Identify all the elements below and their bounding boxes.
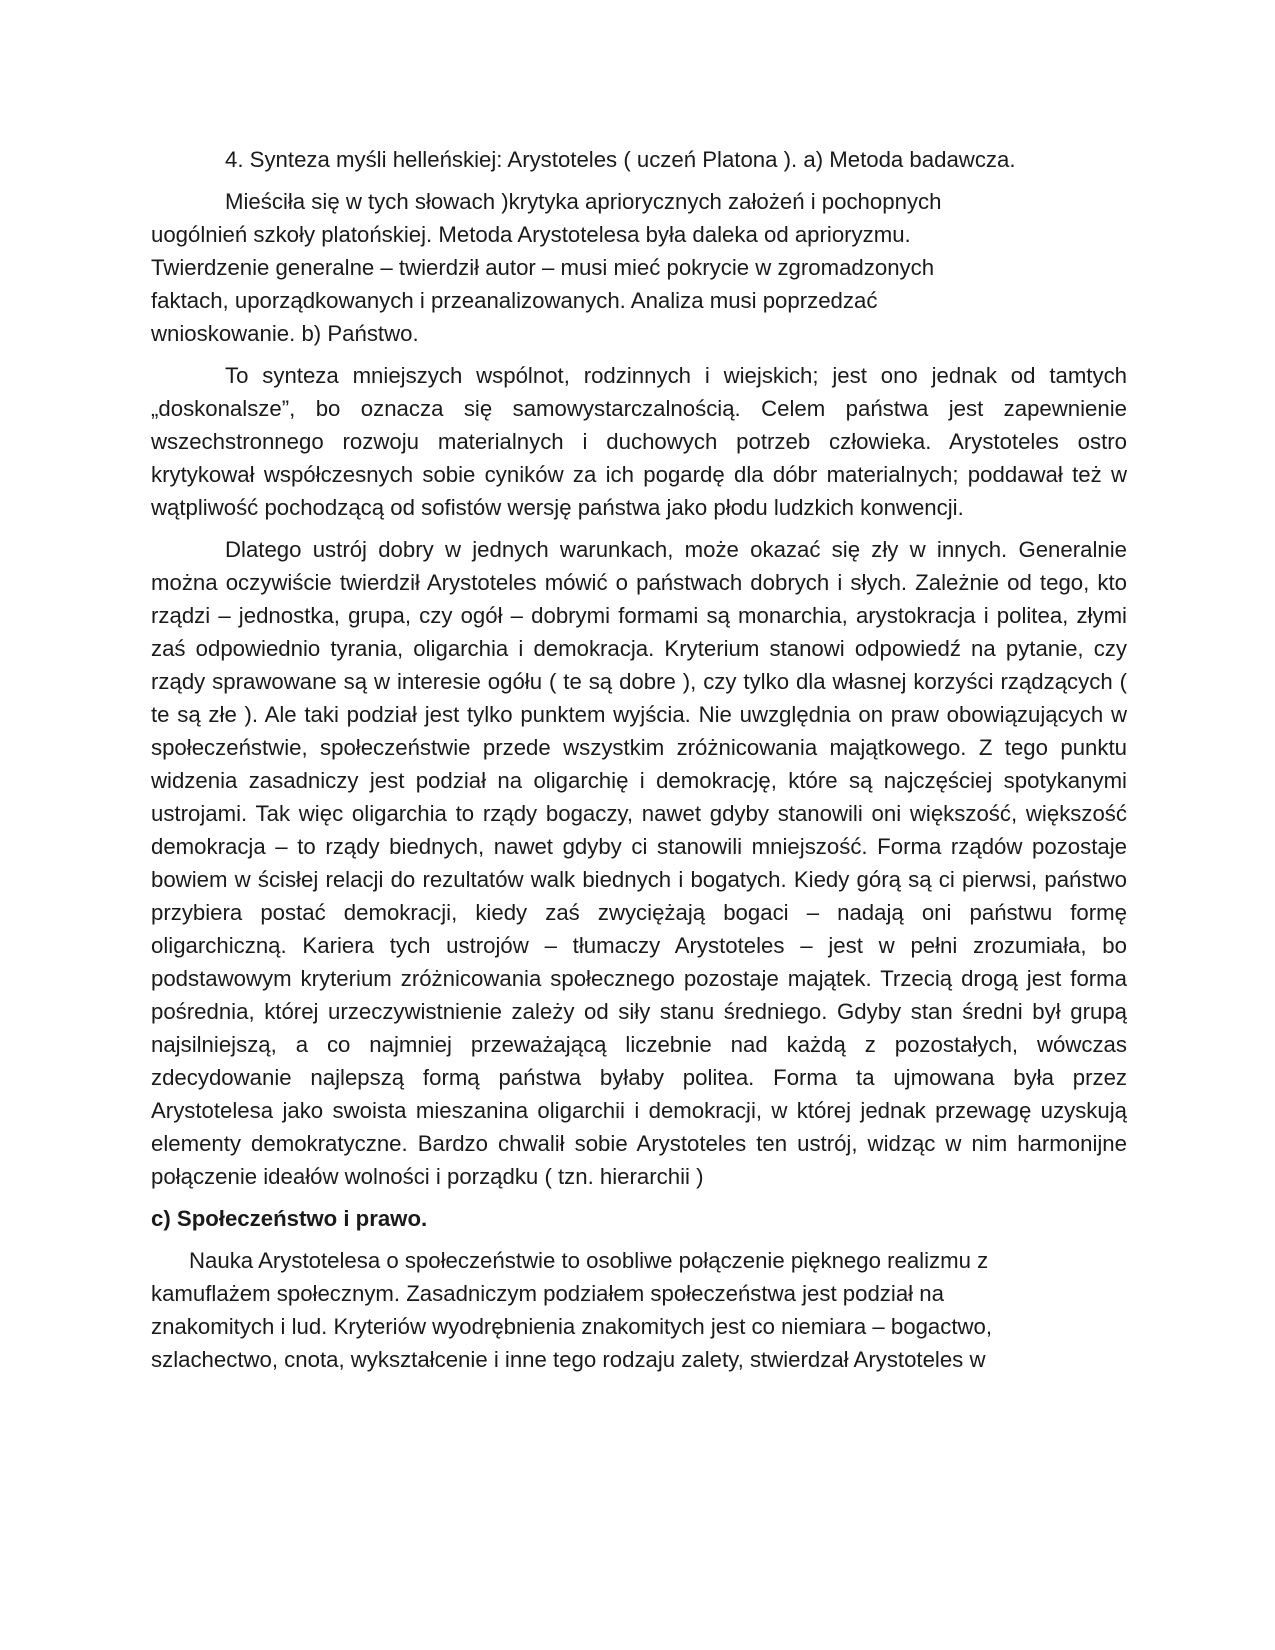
paragraph-line: uogólnień szkoły platońskiej. Metoda Arystotelesa była daleka od aprioryzmu. [151, 222, 911, 247]
paragraph-title-synteza: 4. Synteza myśli helleńskiej: Arystoteles ( uczeń Platona ). a) Metoda badawcza. [225, 147, 1016, 172]
paragraph-line: wnioskowanie. b) Państwo. [151, 321, 419, 346]
paragraph-line: Twierdzenie generalne – twierdził autor – musi mieć pokrycie w zgromadzonych [151, 255, 935, 280]
document-page [151, 143, 1127, 1376]
paragraph-line: faktach, uporządkowanych i przeanalizowanych. Analiza musi poprzedzać [151, 288, 878, 313]
paragraph-line: kamuflażem społecznym. Zasadniczym podziałem społeczeństwa jest podział na [151, 1281, 944, 1306]
paragraph-line: Mieściła się w tych słowach )krytyka apriorycznych założeń i pochopnych [225, 189, 942, 214]
paragraph-ustroj: Dlatego ustrój dobry w jednych warunkach, może okazać się zły w innych. Generalnie można oczywiście twierdził Arystoteles mówić o państwach dobrych i słych. Zależnie od tego, kto rządzi – jednostka, grupa, czy ogół – dobrymi formami są monarchia, arystokracja i politea, złymi zaś odpowiednio tyrania, oligarchia i demokracja. Kryterium stanowi odpowiedź na pytanie, czy rządy sprawowane są w interesie ogółu ( te są dobre ), czy tylko dla własnej korzyści rządzących ( te są złe ). Ale taki podział jest tylko punktem wyjścia. Nie uwzględnia on praw obowiązujących w społeczeństwie, społeczeństwie przede wszystkim zróżnicowania majątkowego. Z tego punktu widzenia zasadniczy jest podział na oligarchię i demokrację, które są najczęściej spotykanymi ustrojami. Tak więc oligarchia to rządy bogaczy, nawet gdyby stanowili oni większość, większość demokracja – to rządy biednych, nawet gdyby ci stanowili mniejszość. Forma rządów pozostaje bowiem w ścisłej relacji do rezultatów walk biednych i bogatych. Kiedy górą są ci pierwsi, państwo przybiera postać demokracji, kiedy zaś zwyciężają bogaci – nadają oni państwu formę oligarchiczną. Kariera tych ustrojów – tłumaczy Arystoteles – jest w pełni zrozumiała, bo podstawowym kryterium zróżnicowania społecznego pozostaje majątek. Trzecią drogą jest forma pośrednia, której urzeczywistnienie zależy od siły stanu średniego. Gdyby stan średni był grupą najsilniejszą, a co najmniej przeważającą liczebnie nad każdą z pozostałych, wówczas zdecydowanie najlepszą formą państwa byłaby politea. Forma ta ujmowana była przez Arystotelesa jako swoista mieszanina oligarchii i demokracji, w której jednak przewagę uzyskują elementy demokratyczne. Bardzo chwalił sobie Arystoteles ten ustrój, widząc w nim harmonijne połączenie ideałów wolności i porządku ( tzn. hierarchii ) [151, 537, 1127, 1189]
paragraph-line: szlachectwo, cnota, wykształcenie i inne tego rodzaju zalety, stwierdzał Arystoteles w [151, 1347, 986, 1372]
paragraph-line: znakomitych i lud. Kryteriów wyodrębnienia znakomitych jest co niemiara – bogactwo, [151, 1314, 993, 1339]
paragraph-line: Nauka Arystotelesa o społeczeństwie to osobliwe połączenie pięknego realizmu z [189, 1248, 989, 1273]
paragraph-spoleczenstwo [151, 1244, 1127, 1376]
section-heading-spoleczenstwo: c) Społeczeństwo i prawo. [151, 1206, 428, 1231]
paragraph-panstwo: To synteza mniejszych wspólnot, rodzinnych i wiejskich; jest ono jednak od tamtych „doskonalsze”, bo oznacza się samowystarczalnością. Celem państwa jest zapewnienie wszechstronnego rozwoju materialnych i duchowych potrzeb człowieka. Arystoteles ostro krytykował współczesnych sobie cyników za ich pogardę dla dóbr materialnych; poddawał też w wątpliwość pochodzącą od sofistów wersję państwa jako płodu ludzkich konwencji. [151, 363, 1127, 520]
paragraph-metoda [151, 185, 1127, 350]
